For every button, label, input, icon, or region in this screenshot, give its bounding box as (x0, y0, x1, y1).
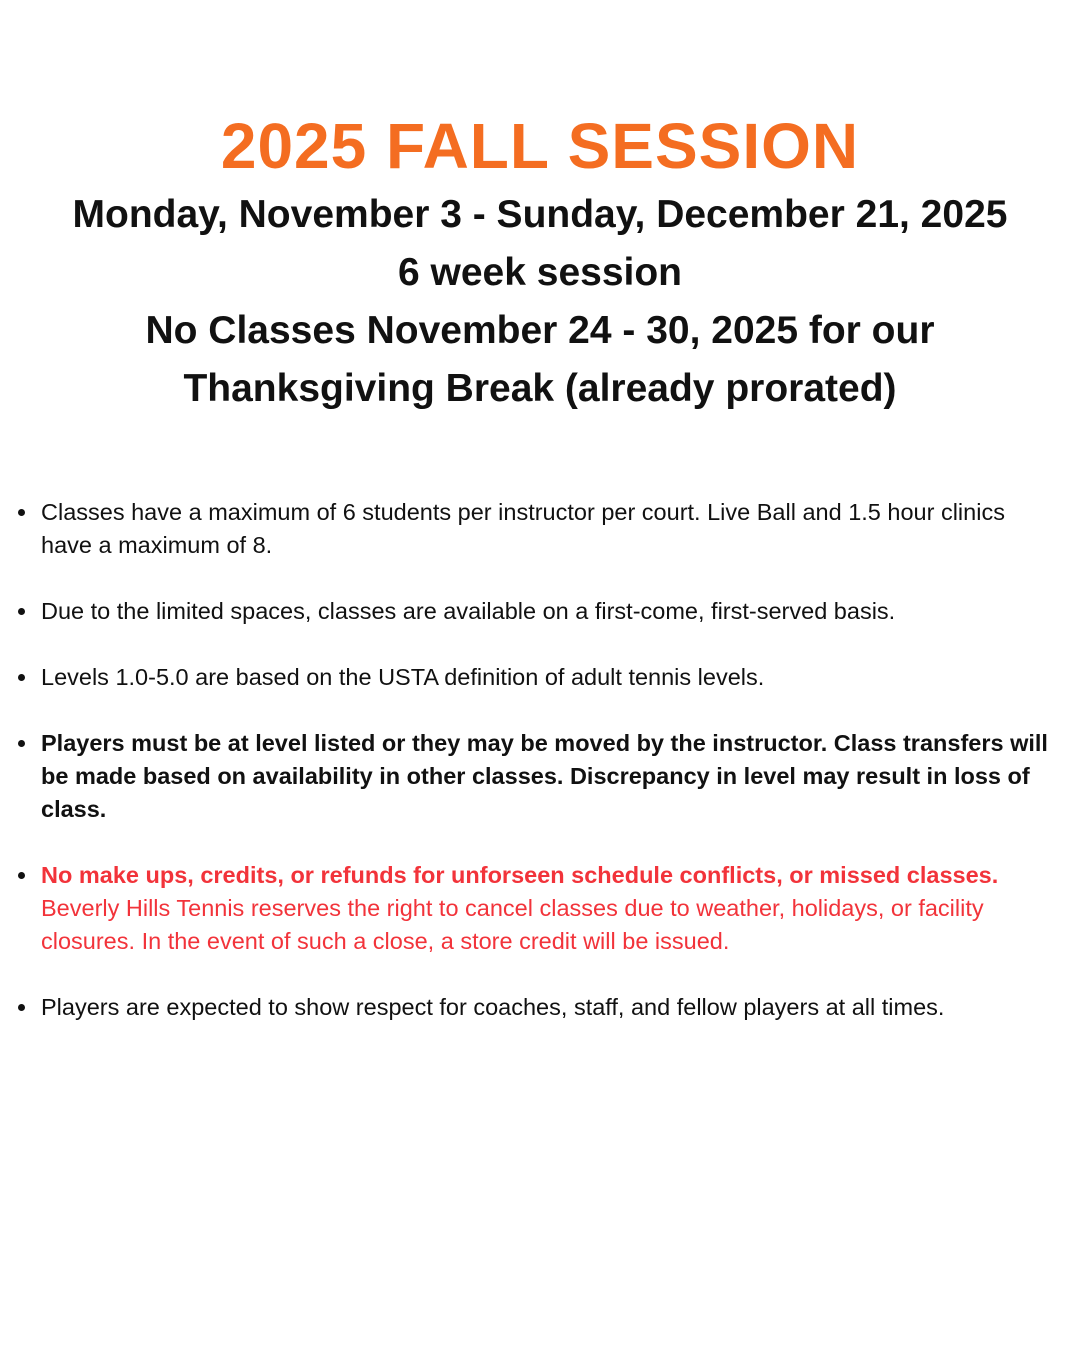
rule-warning-text: No make ups, credits, or refunds for unforseen schedule conflicts, or missed classes. (41, 862, 999, 888)
rule-text: Classes have a maximum of 6 students per instructor per court. Live Ball and 1.5 hour clinics have a maximum of 8. (41, 499, 1005, 558)
rule-respect (0, 991, 1080, 1024)
rule-text: Beverly Hills Tennis reserves the right to cancel classes due to weather, holidays, or facility closures. In the event of such a close, a store credit will be issued. (41, 895, 984, 954)
bullet-icon (18, 872, 25, 879)
session-header (0, 108, 1080, 418)
rule-class-size (0, 496, 1080, 562)
bullet-icon (18, 740, 25, 747)
bullet-icon (18, 509, 25, 516)
break-notice-line-1: No Classes November 24 - 30, 2025 for our (145, 309, 935, 352)
session-dates: Monday, November 3 - Sunday, December 21, 2025 (72, 193, 1008, 236)
rule-text: Players are expected to show respect for coaches, staff, and fellow players at all times. (41, 994, 945, 1020)
bullet-icon (18, 608, 25, 615)
rule-text: Levels 1.0-5.0 are based on the USTA definition of adult tennis levels. (41, 664, 765, 690)
bullet-icon (18, 674, 25, 681)
session-title: 2025 FALL SESSION (220, 110, 860, 182)
bullet-icon (18, 1004, 25, 1011)
break-notice-line-2: Thanksgiving Break (already prorated) (183, 367, 897, 410)
rules-list (0, 496, 1080, 1057)
rule-levels (0, 661, 1080, 694)
rule-text: Due to the limited spaces, classes are available on a first-come, first-served basis. (41, 598, 896, 624)
session-length: 6 week session (397, 251, 682, 294)
rule-text: Players must be at level listed or they may be moved by the instructor. Class transfers will be made based on availability in other classes. Discrepancy in level may result in loss of class. (41, 730, 1048, 822)
rule-level-placement (0, 727, 1080, 826)
rule-first-come (0, 595, 1080, 628)
rule-no-refunds (0, 859, 1080, 958)
